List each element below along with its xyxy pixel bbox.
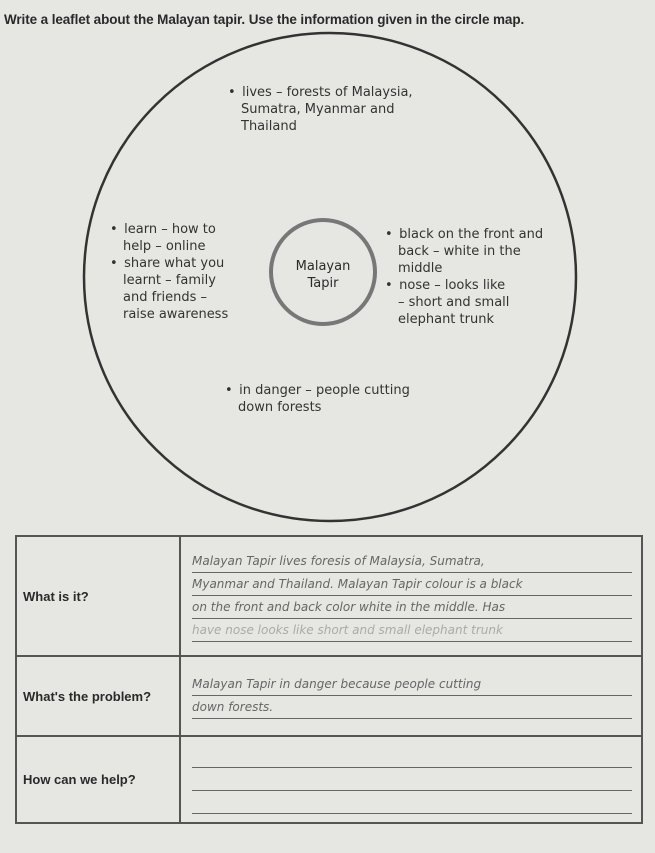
top-note: • lives – forests of Malaysia, Sumatra, Myanmar and Thailand (228, 85, 413, 134)
center-line: Malayan (295, 259, 351, 274)
note-line: and friends – (123, 290, 208, 305)
answer-line[interactable] (192, 768, 632, 791)
left-note: • learn – how to help – online • share what you learnt – family and friends – raise awareness (110, 222, 229, 322)
center-line: Tapir (307, 276, 339, 291)
instruction: Write a leaflet about the Malayan tapir. Use the information given in the circle map. (4, 12, 525, 27)
note-line: nose – looks like (399, 278, 506, 293)
note-line: in danger – people cutting (239, 383, 410, 398)
note-line: elephant trunk (398, 312, 494, 327)
answer-line[interactable]: Malayan Tapir in danger because people cutting (192, 673, 632, 696)
note-line: Sumatra, Myanmar and (241, 102, 395, 117)
note-line: learnt – family (123, 273, 216, 288)
question-label: How can we help? (16, 736, 180, 823)
answer-cell[interactable] (180, 736, 642, 823)
table-row (16, 656, 642, 736)
note-line: back – white in the (398, 244, 521, 259)
note-line: middle (398, 261, 443, 276)
right-note: • black on the front and back – white in the middle • nose – looks like – short and small elephant trunk (385, 227, 544, 327)
table-row (16, 536, 642, 656)
question-label: What's the problem? (16, 656, 180, 736)
question-label: What is it? (16, 536, 180, 656)
answer-line[interactable] (192, 745, 632, 768)
note-line: down forests (238, 400, 322, 415)
answer-line[interactable]: on the front and back color white in the middle. Has (192, 596, 632, 619)
leaflet-table (15, 535, 643, 824)
note-line: – short and small (398, 295, 510, 310)
answer-line[interactable]: Myanmar and Thailand. Malayan Tapir colour is a black (192, 573, 632, 596)
answer-cell[interactable] (180, 536, 642, 656)
note-line: black on the front and (399, 227, 544, 242)
center-label (272, 258, 374, 292)
note-line: share what you (124, 256, 225, 271)
table-row (16, 736, 642, 823)
note-line: Thailand (241, 119, 297, 134)
note-line: lives – forests of Malaysia, (242, 85, 413, 100)
answer-cell[interactable] (180, 656, 642, 736)
note-line: help – online (123, 239, 206, 254)
bottom-note: • in danger – people cutting down forests (225, 383, 410, 415)
answer-line[interactable] (192, 791, 632, 814)
answer-line[interactable]: have nose looks like short and small elephant trunk (192, 619, 632, 642)
answer-line[interactable]: Malayan Tapir lives foresis of Malaysia, Sumatra, (192, 550, 632, 573)
answer-line[interactable]: down forests. (192, 696, 632, 719)
note-line: raise awareness (123, 307, 229, 322)
note-line: learn – how to (124, 222, 216, 237)
